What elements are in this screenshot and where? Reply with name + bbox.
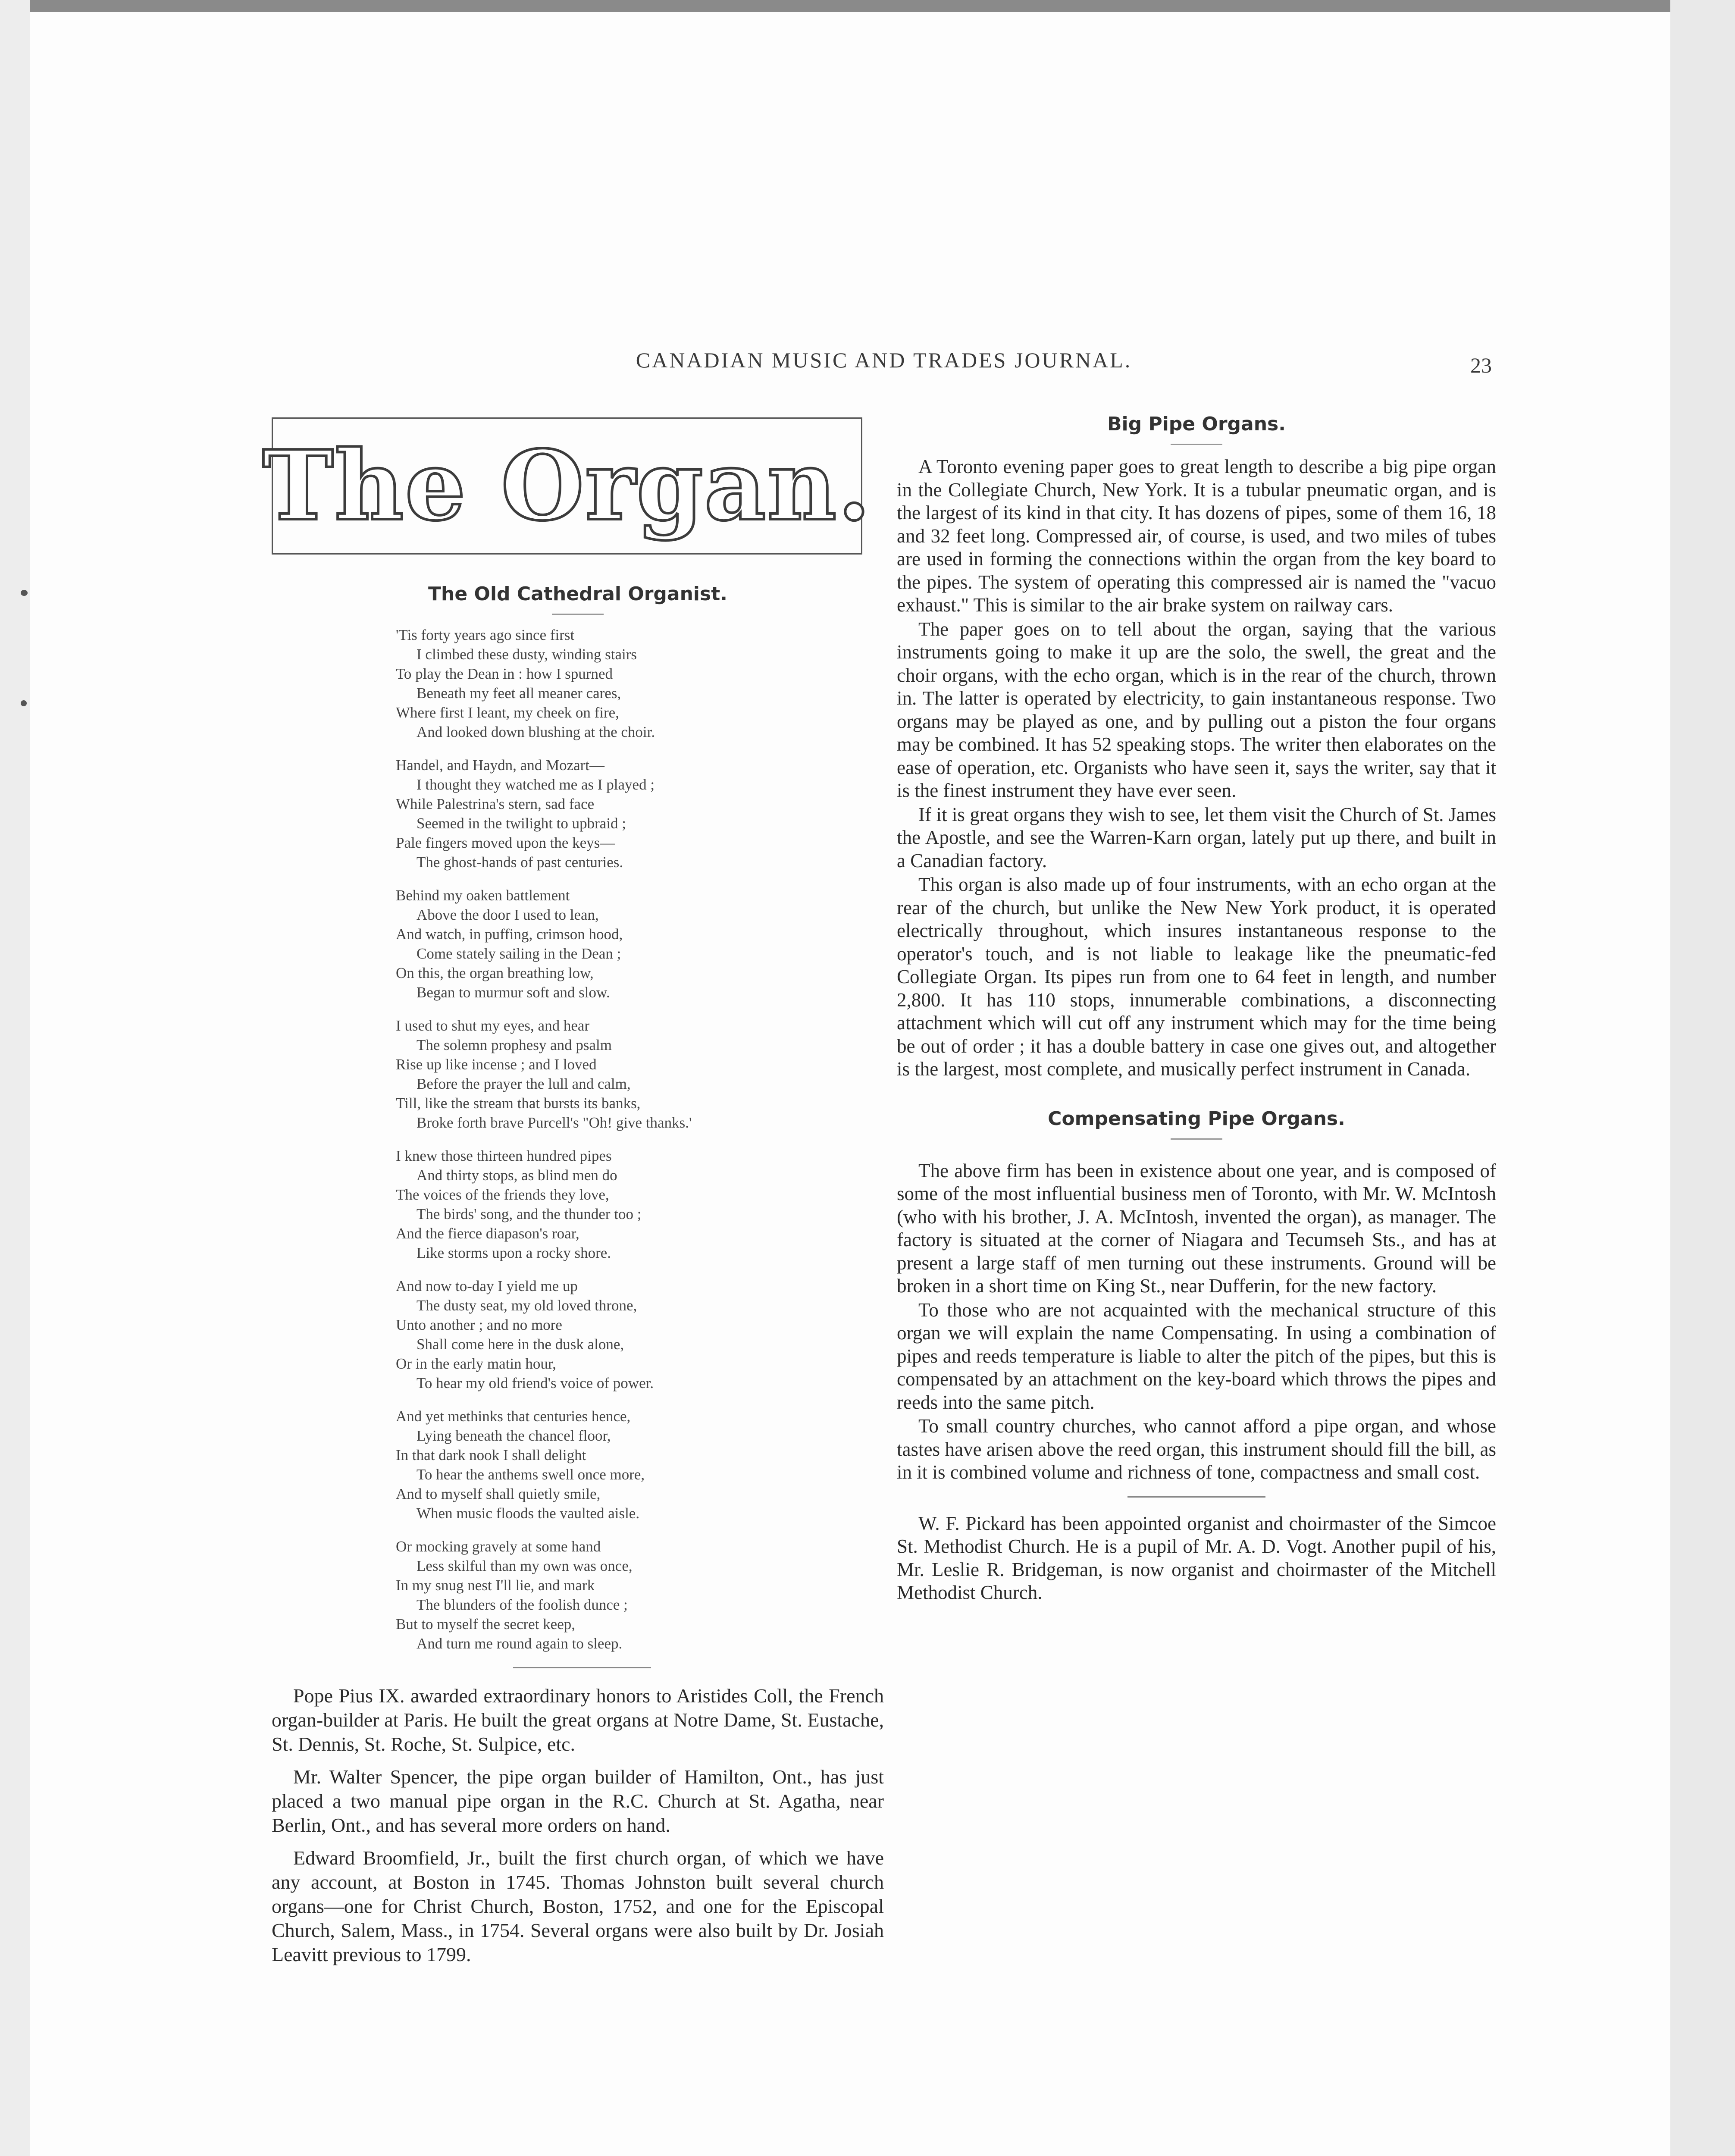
poem-line: Pale fingers moved upon the keys—	[396, 834, 615, 851]
article-big-pipe-organs	[897, 455, 1496, 1081]
poem-line: Rise up like incense ; and I loved	[396, 1056, 597, 1073]
poem-line: Beneath my feet all meaner cares,	[417, 685, 621, 702]
poem-line: I thought they watched me as I played ;	[417, 776, 655, 793]
poem-line: 'Tis forty years ago since first	[396, 627, 575, 643]
poem-line: Broke forth brave Purcell's "Oh! give thanks.'	[417, 1114, 692, 1131]
article-title-compensating-pipe-organs: Compensating Pipe Organs.	[1048, 1107, 1345, 1130]
poem-line: And turn me round again to sleep.	[417, 1635, 623, 1652]
poem-line: Where first I leant, my cheek on fire,	[396, 704, 619, 721]
poem-line: Till, like the stream that bursts its banks,	[396, 1095, 641, 1112]
article-paragraph: If it is great organs they wish to see, let them visit the Church of St. James the Apostle, and see the Warren-Karn organ, lately put up there, and built in a Canadian factory.	[897, 803, 1496, 871]
section-title: The Organ.	[262, 430, 872, 542]
poem-line: And yet methinks that centuries hence,	[396, 1408, 631, 1425]
page-number: 23	[1470, 353, 1492, 377]
rule	[1171, 1138, 1222, 1140]
poem-line: Come stately sailing in the Dean ;	[417, 945, 621, 962]
poem-line: Lying beneath the chancel floor,	[417, 1427, 611, 1444]
poem-line: The solemn prophesy and psalm	[417, 1037, 612, 1053]
article-title-big-pipe-organs: Big Pipe Organs.	[1107, 413, 1286, 435]
note-paragraph: W. F. Pickard has been appointed organist and choirmaster of the Simcoe St. Methodist Church. He is a pupil of Mr. A. D. Vogt. Another pupil of his, Mr. Leslie R. Bridgeman, is now organist and choirmaster of the Mitchell Methodist Church.	[897, 1512, 1496, 1603]
article-paragraph: To those who are not acquainted with the mechanical structure of this organ we will explain the name Compensating. In using a combination of pipes and reeds temperature is liable to alter the pitch of the pipes, but this is compensated by an attachment on the key-board which throws the pipes and reeds into the same pitch.	[897, 1299, 1496, 1413]
journal-page	[30, 12, 1670, 2156]
poem-line: Less skilful than my own was once,	[417, 1557, 633, 1574]
scan-edge-left	[0, 0, 30, 2156]
article-paragraph: The above firm has been in existence about one year, and is composed of some of the most influential business men of Toronto, with Mr. W. McIntosh (who with his brother, J. A. McIntosh, invented the organ), as manager. The factory is situated at the corner of Niagara and Tecumseh Sts., and has at present a large staff of men turning out these instruments. Ground will be broken in a short time on King St., near Dufferin, for the new factory.	[897, 1159, 1496, 1297]
poem-line: In that dark nook I shall delight	[396, 1447, 586, 1463]
scan-edge-right	[1670, 0, 1735, 2156]
poem-line: In my snug nest I'll lie, and mark	[396, 1577, 595, 1594]
rule	[1171, 444, 1222, 445]
left-paragraphs	[272, 1684, 884, 1967]
poem-line: And looked down blushing at the choir.	[417, 724, 655, 740]
poem-line: The blunders of the foolish dunce ;	[417, 1596, 628, 1613]
poem-line: And to myself shall quietly smile,	[396, 1485, 601, 1502]
article-paragraph: The paper goes on to tell about the organ, saying that the various instruments going to make it up are the solo, the swell, the great and the choir organs, with the echo organ, which is in the rear of the church, thrown in. The latter is operated by electricity, to gain instantaneous response. Two organs may be played as one, and by pulling out a piston the four organs may be combined. It has 52 speaking stops. The writer then elaborates on the ease of operation, etc. Organists who have seen it, says the writer, say that it is the finest instrument they have ever seen.	[897, 618, 1496, 801]
article-paragraph: A Toronto evening paper goes to great length to describe a big pipe organ in the Collegiate Church, New York. It is a tubular pneumatic organ, and is the largest of its kind in that city. It has dozens of pipes, some of them 16, 18 and 32 feet long. Compressed air, of course, is used, and two miles of tubes are used in forming the connections within the organ from the key board to the pipes. The system of operating this compressed air is named the "vacuo exhaust." This is similar to the air brake system on railway cars.	[897, 456, 1496, 616]
poem-line: Like storms upon a rocky shore.	[417, 1244, 611, 1261]
rule	[513, 1667, 651, 1668]
article-compensating-pipe-organs	[897, 1159, 1496, 1484]
article-paragraph: This organ is also made up of four instruments, with an echo organ at the rear of the church, but unlike the New New York product, it is operated electrically throughout, which insures instantaneous response to the operator's touch, and is not liable to leakage like the pneumatic-fed Collegiate Organ. Its pipes run from one to 64 feet in length, and number 2,800. It has 110 stops, innumerable combinations, a disconnecting attachment which will cut off any instrument which may for the time being be out of order ; it has a double battery in case one gives out, and altogether is the largest, most complete, and musically perfect instrument in Canada.	[897, 874, 1496, 1080]
left-paragraph: Mr. Walter Spencer, the pipe organ builder of Hamilton, Ont., has just placed a two manual pipe organ in the R.C. Church at St. Agatha, near Berlin, Ont., and has several more orders on hand.	[272, 1766, 884, 1836]
poem-line: To play the Dean in : how I spurned	[396, 665, 613, 682]
poem-line: I used to shut my eyes, and hear	[396, 1017, 590, 1034]
poem-line: Or in the early matin hour,	[396, 1355, 556, 1372]
poem-stanza	[396, 1276, 884, 1393]
poem-line: To hear the anthems swell once more,	[417, 1466, 645, 1483]
poem-title: The Old Cathedral Organist.	[428, 583, 727, 605]
poem-stanza	[396, 886, 884, 1002]
running-title: CANADIAN MUSIC AND TRADES JOURNAL.	[636, 348, 1132, 372]
poem-line: The dusty seat, my old loved throne,	[417, 1297, 637, 1314]
binding-mark	[21, 590, 28, 596]
poem-line: Began to murmur soft and slow.	[417, 984, 610, 1001]
poem	[396, 625, 884, 1653]
poem-line: But to myself the secret keep,	[396, 1616, 575, 1633]
left-paragraph: Edward Broomfield, Jr., built the first church organ, of which we have any account, at Boston in 1745. Thomas Johnston built several church organs—one for Christ Church, Boston, 1752, and one for the Episcopal Church, Salem, Mass., in 1754. Several organs were also built by Dr. Josiah Leavitt previous to 1799.	[272, 1847, 884, 1965]
poem-line: And thirty stops, as blind men do	[417, 1167, 617, 1184]
poem-stanza	[396, 1016, 884, 1132]
poem-line: I climbed these dusty, winding stairs	[417, 646, 637, 663]
left-column	[262, 417, 884, 1975]
poem-stanza	[396, 1537, 884, 1653]
poem-line: And now to-day I yield me up	[396, 1278, 578, 1294]
poem-stanza	[396, 1146, 884, 1263]
poem-stanza	[396, 755, 884, 872]
poem-line: Seemed in the twilight to upbraid ;	[417, 815, 626, 832]
poem-line: The ghost-hands of past centuries.	[417, 854, 623, 871]
poem-line: Unto another ; and no more	[396, 1316, 562, 1333]
poem-line: To hear my old friend's voice of power.	[417, 1375, 654, 1391]
left-paragraph: Pope Pius IX. awarded extraordinary honors to Aristides Coll, the French organ-builder at Paris. He built the great organs at Notre Dame, St. Eustache, St. Dennis, St. Roche, St. Sulpice, etc.	[272, 1685, 884, 1755]
poem-line: And watch, in puffing, crimson hood,	[396, 926, 623, 943]
poem-stanza	[396, 1407, 884, 1523]
poem-line: Shall come here in the dusk alone,	[417, 1336, 624, 1353]
article-paragraph: To small country churches, who cannot afford a pipe organ, and whose tastes have arisen above the reed organ, this instrument should fill the bill, as in it is combined volume and richness of tone, compactness and small cost.	[897, 1415, 1496, 1483]
poem-line: On this, the organ breathing low,	[396, 965, 594, 981]
binding-mark	[21, 700, 27, 706]
section-title-box	[262, 417, 872, 555]
poem-line: The birds' song, and the thunder too ;	[417, 1206, 642, 1222]
poem-line: Behind my oaken battlement	[396, 887, 570, 904]
rule	[552, 614, 604, 615]
poem-line: While Palestrina's stern, sad face	[396, 796, 595, 812]
poem-line: I knew those thirteen hundred pipes	[396, 1147, 612, 1164]
poem-line: Handel, and Haydn, and Mozart—	[396, 757, 605, 774]
scan-edge-top	[0, 0, 1735, 12]
poem-line: Or mocking gravely at some hand	[396, 1538, 601, 1555]
poem-line: When music floods the vaulted aisle.	[417, 1505, 640, 1522]
poem-line: Above the door I used to lean,	[417, 906, 599, 923]
poem-line: Before the prayer the lull and calm,	[417, 1075, 631, 1092]
poem-line: And the fierce diapason's roar,	[396, 1225, 579, 1242]
rule	[1127, 1496, 1265, 1498]
right-column	[897, 413, 1496, 1604]
poem-line: The voices of the friends they love,	[396, 1186, 609, 1203]
poem-stanza	[396, 625, 884, 742]
